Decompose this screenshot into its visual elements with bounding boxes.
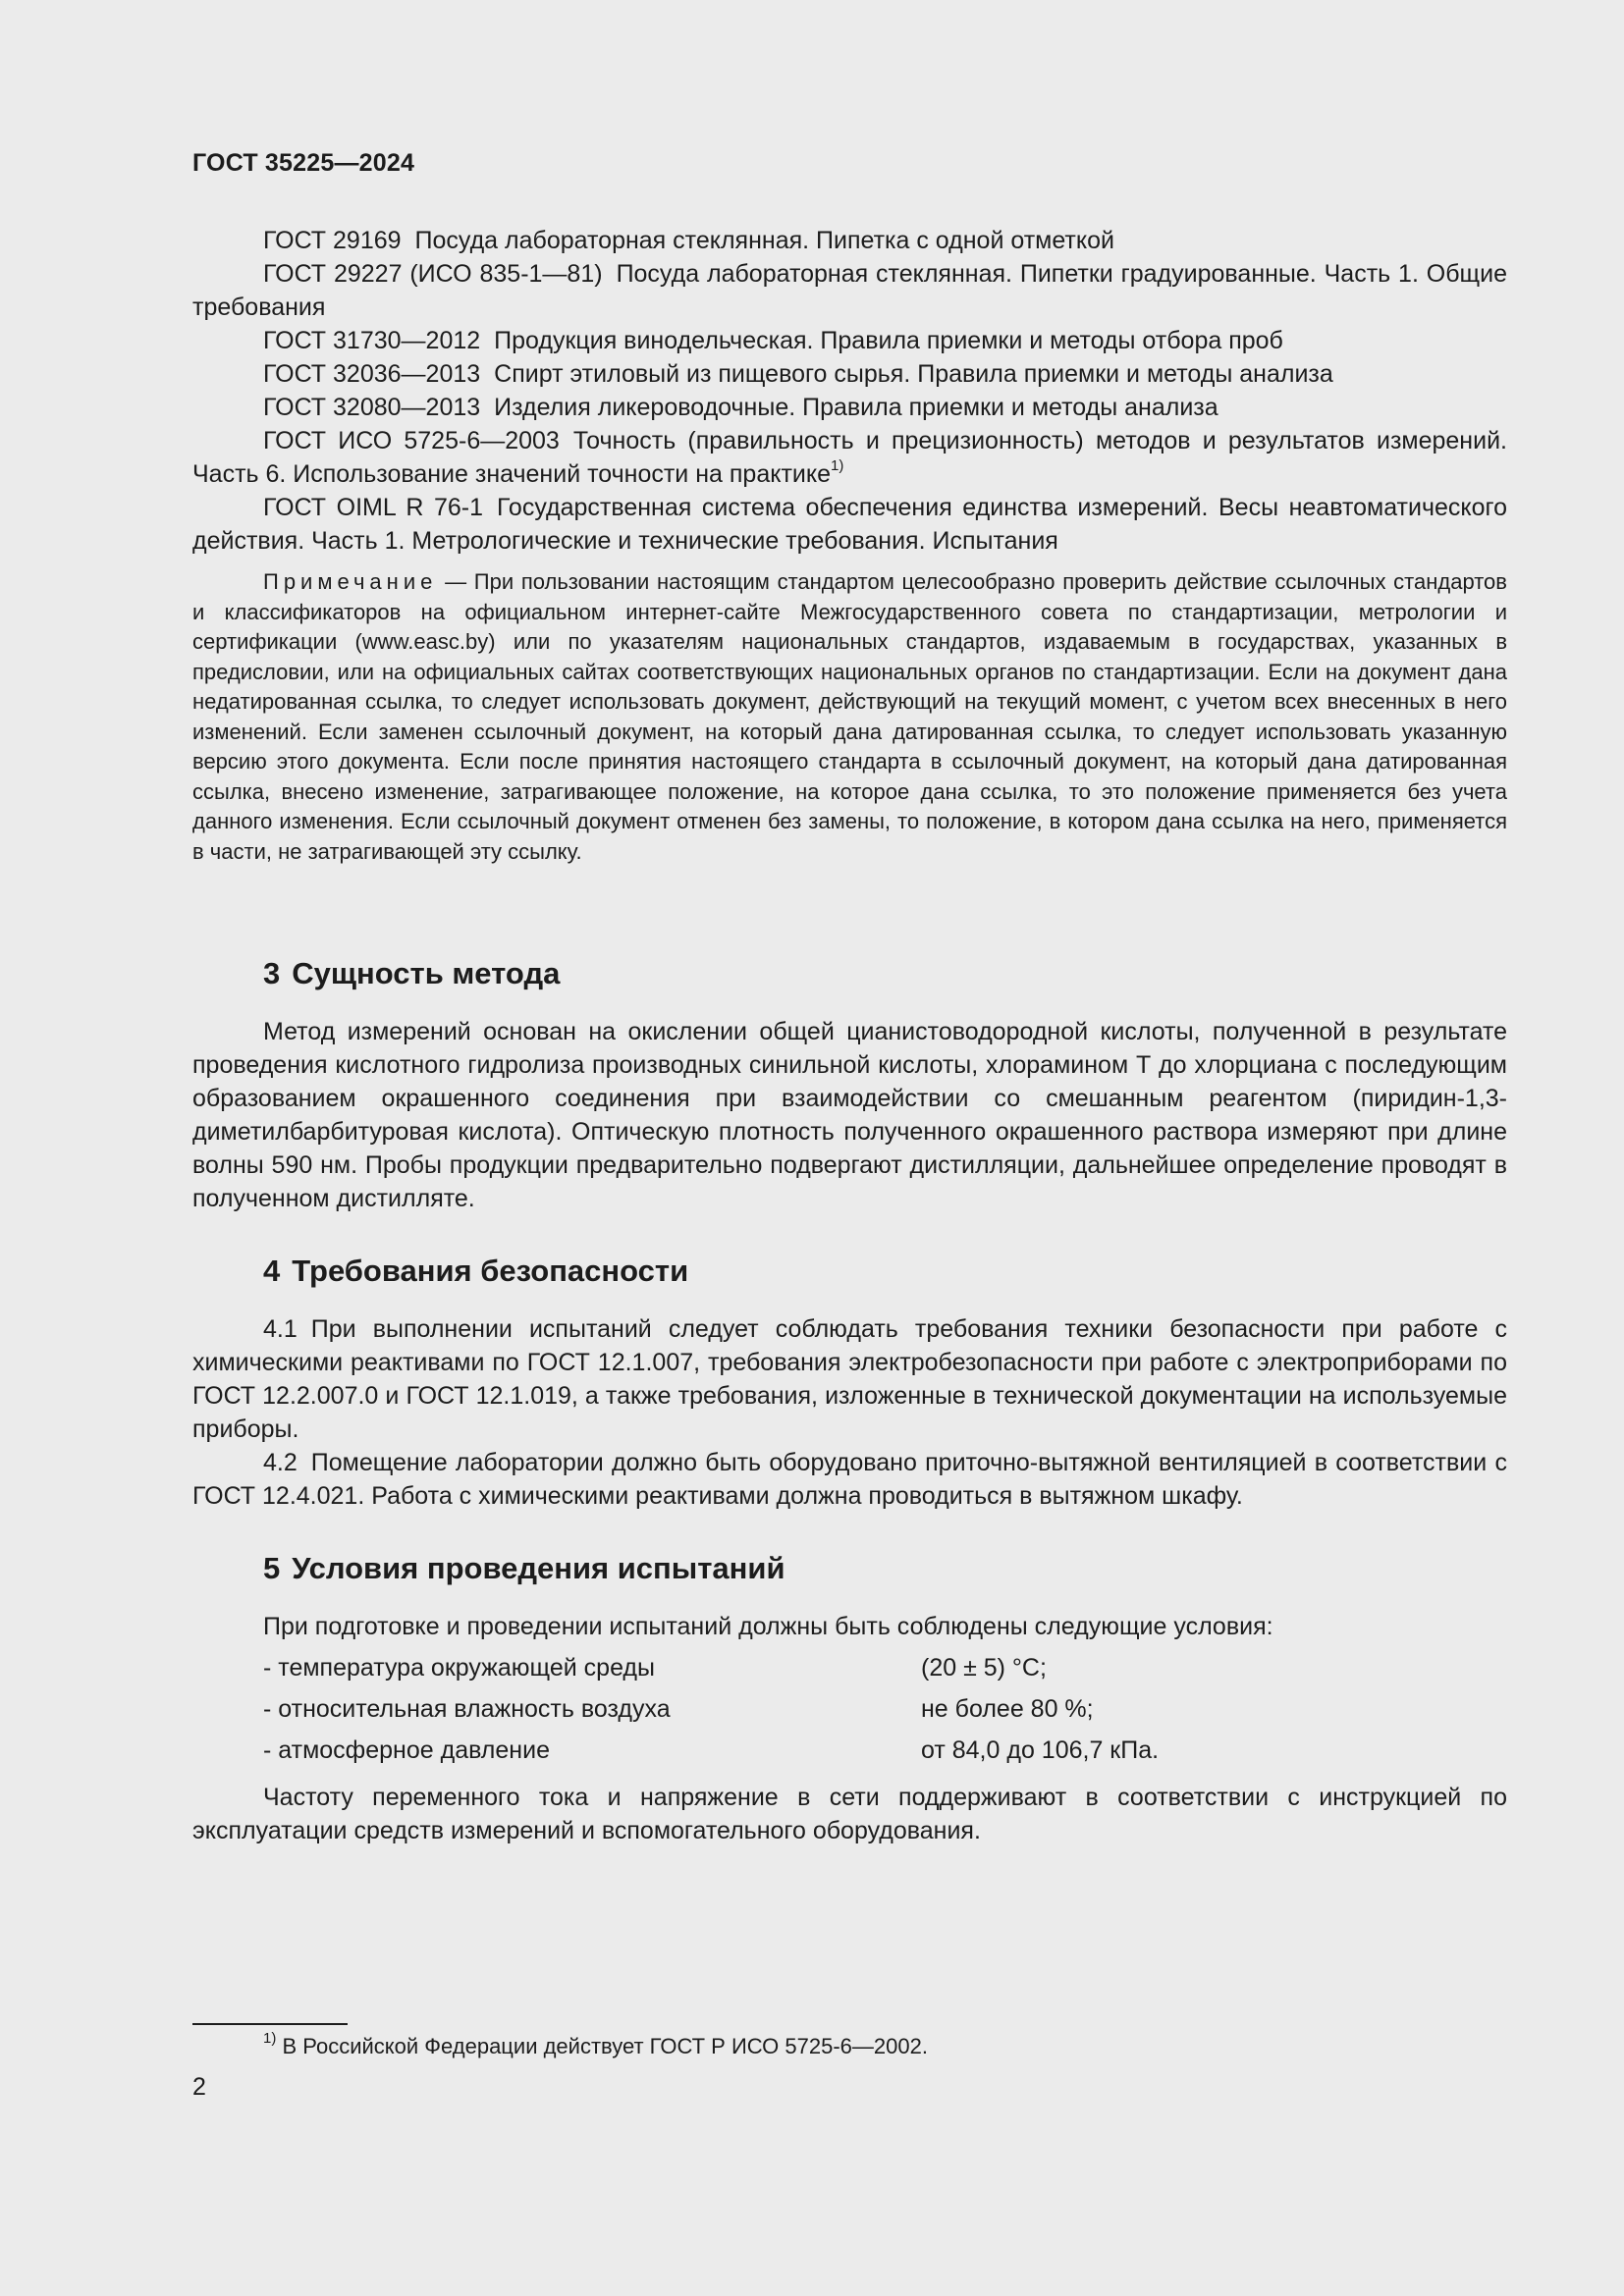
references-list	[192, 224, 1507, 558]
condition-row: - атмосферное давление от 84,0 до 106,7 кПа.	[263, 1736, 1160, 1764]
section-5-body	[192, 1610, 1507, 1847]
document-header: ГОСТ 35225—2024	[192, 149, 415, 177]
note-paragraph	[192, 567, 1507, 867]
note-label: Примечание	[263, 569, 438, 594]
condition-row: - относительная влажность воздуха не более 80 %;	[263, 1695, 1094, 1723]
section-3-body: Метод измерений основан на окислении общей цианистоводородной кислоты, полученной в результате проведения кислотного гидролиза производных синильной кислоты, хлорамином Т до хлорциана с последующим образованием окрашенного соединения при взаимодействии со смешанным реагентом (пиридин-1,3-диметилбарбитуровая кислота). Оптическую плотность полученного окрашенного раствора измеряют при длине волны 590 нм. Пробы продукции предварительно подвергают дистилляции, дальнейшее определение проводят в полученном дистилляте.	[192, 1018, 1507, 1212]
section-3-title: 3 Сущность метода	[263, 956, 561, 990]
footnote: $^{1)}$ В Российской Федерации действует ГОСТ Р ИСО 5725-6—2002.	[263, 2029, 928, 2058]
section-5-title: 5 Условия проведения испытаний	[263, 1551, 785, 1585]
clause-4-2: 4.2 Помещение лаборатории должно быть оборудовано приточно-вытяжной вентиляцией в соответствии с ГОСТ 12.4.021. Работа с химическими реактивами должна проводиться в вытяжном шкафу.	[192, 1449, 1507, 1510]
section-5-outro: Частоту переменного тока и напряжение в сети поддерживают в соответствии с инструкцией по эксплуатации средств измерений и вспомогательного оборудования.	[192, 1784, 1507, 1844]
reference-item: ГОСТ OIML R 76-1 Государственная система обеспечения единства измерений. Весы неавтоматического действия. Часть 1. Метрологические и технические требования. Испытания	[192, 494, 1507, 555]
footnote-mark: 1)	[830, 456, 844, 474]
reference-item: ГОСТ 29227 (ИСО 835-1—81) Посуда лабораторная стеклянная. Пипетки градуированные. Часть 1. Общие требования	[192, 260, 1507, 321]
note-text: — При пользовании настоящим стандартом целесообразно проверить действие ссылочных стандартов и классификаторов на официальном интернет-сайте Межгосударственного совета по стандартизации, метрологии и сертификации (www.easc.by) или по указателям национальных стандартов, издаваемым в государствах, указанных в предисловии, или на официальных сайтах соответствующих национальных органов по стандартизации. Если на документ дана недатированная ссылка, то следует использовать документ, действующий на текущий момент, с учетом всех внесенных в него изменений. Если заменен ссылочный документ, на который дана датированная ссылка, то следует использовать указанную версию этого документа. Если после принятия настоящего стандарта в ссылочный документ, на который дана датированная ссылка, внесено изменение, затрагивающее положение, на которое дана ссылка, то это положение применяется без учета данного изменения. Если ссылочный документ отменен без замены, то положение, в котором дана ссылка на него, применяется в части, не затрагивающей эту ссылку.	[192, 569, 1507, 864]
reference-item: ГОСТ 32036—2013 Спирт этиловый из пищевого сырья. Правила приемки и методы анализа	[263, 360, 1333, 388]
clause-4-1: 4.1 При выполнении испытаний следует соблюдать требования техники безопасности при работе с химическими реактивами по ГОСТ 12.1.007, требования электробезопасности при работе с электроприборами по ГОСТ 12.2.007.0 и ГОСТ 12.1.019, а также требования, изложенные в технической документации на используемые приборы.	[192, 1315, 1507, 1443]
condition-row: - температура окружающей среды (20 ± 5) °С;	[263, 1654, 1047, 1682]
reference-item: ГОСТ 31730—2012 Продукция винодельческая. Правила приемки и методы отбора проб	[263, 327, 1283, 354]
section-4-body	[192, 1312, 1507, 1513]
reference-item: ГОСТ ИСО 5725-6—2003 Точность (правильность и прецизионность) методов и результатов измерений. Часть 6. Использование значений точности на практике$^{1)}$	[192, 427, 1507, 488]
reference-item: ГОСТ 29169 Посуда лабораторная стеклянная. Пипетка с одной отметкой	[263, 227, 1114, 254]
footnote-divider	[192, 2023, 348, 2025]
reference-item: ГОСТ 32080—2013 Изделия ликероводочные. Правила приемки и методы анализа	[263, 394, 1218, 421]
section-5-intro: При подготовке и проведении испытаний должны быть соблюдены следующие условия:	[263, 1613, 1273, 1640]
page-number: 2	[192, 2073, 206, 2101]
section-4-title: 4 Требования безопасности	[263, 1254, 689, 1288]
